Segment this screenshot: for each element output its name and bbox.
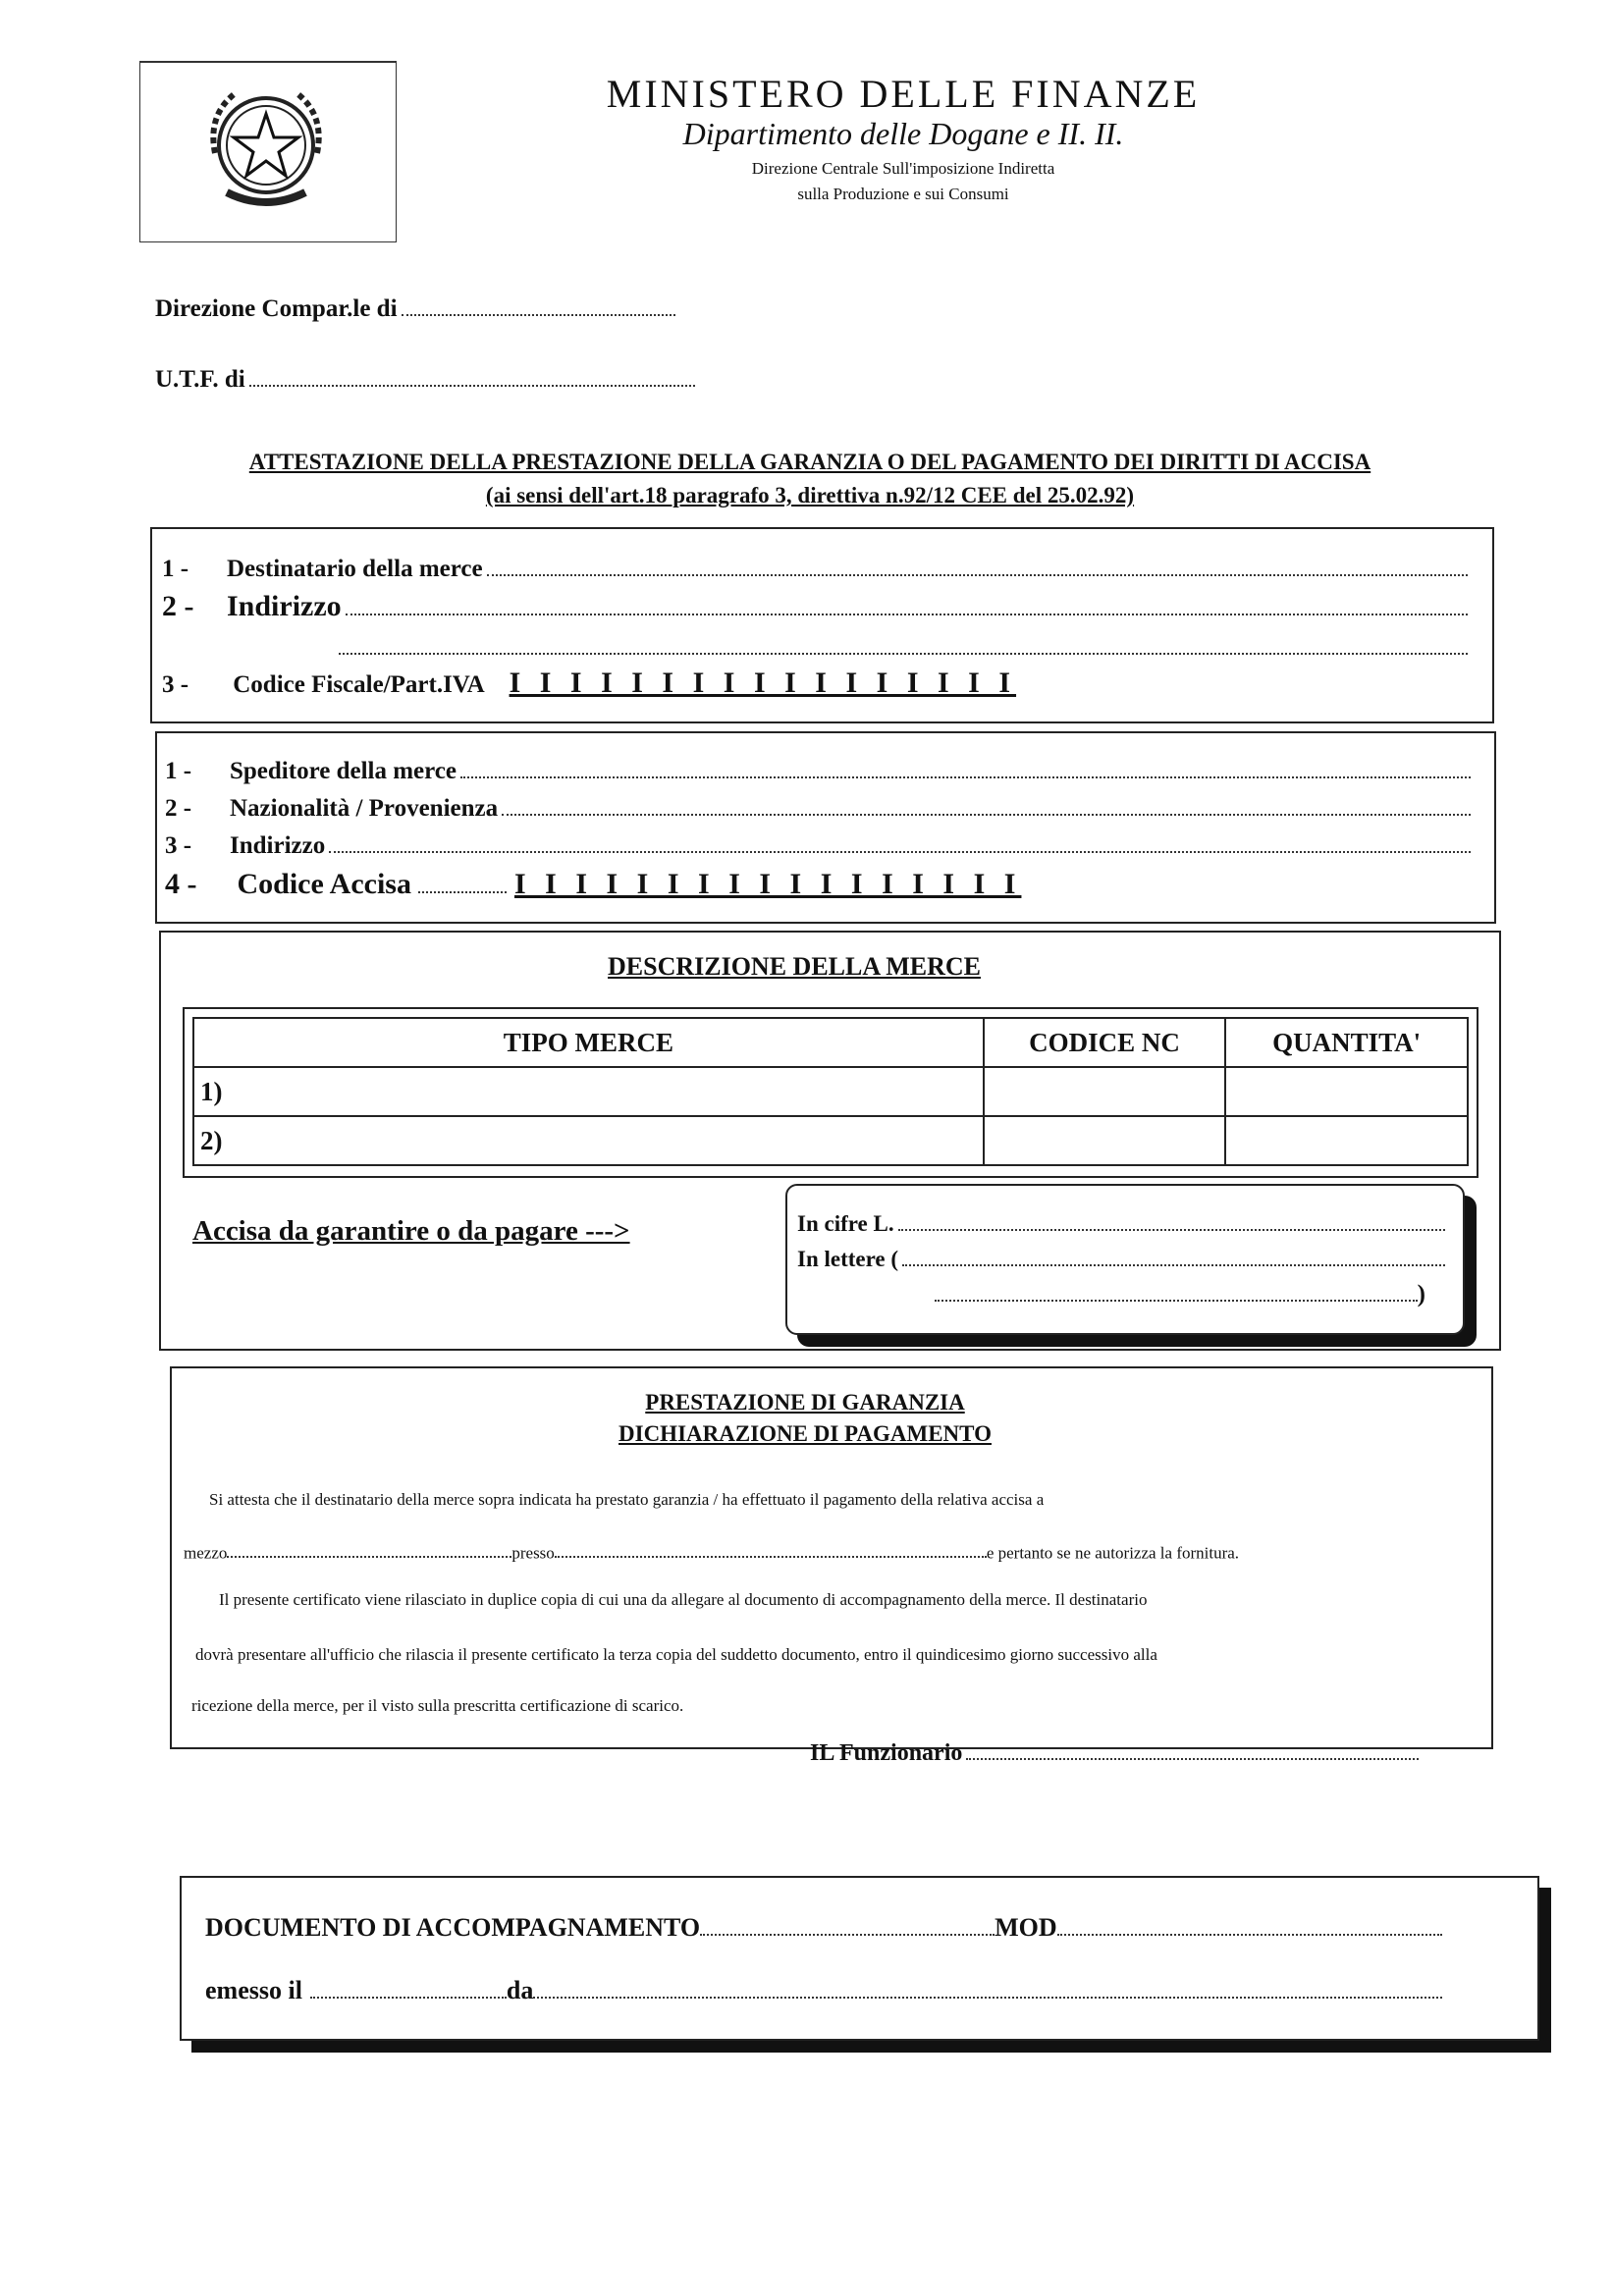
republic-emblem-icon: [197, 75, 335, 222]
direction-line-2: sulla Produzione e sui Consumi: [797, 185, 1009, 203]
mod-label: MOD: [995, 1913, 1057, 1943]
merce-table-frame: [183, 1007, 1479, 1178]
in-lettere-label: In lettere (: [797, 1247, 899, 1272]
in-lettere-field[interactable]: [797, 1247, 1445, 1272]
quantita-cell[interactable]: [1225, 1116, 1468, 1165]
certificato-text-3: ricezione della merce, per il visto sulla prescritta certificazione di scarico.: [191, 1696, 684, 1715]
quantita-cell[interactable]: [1225, 1067, 1468, 1116]
documento-label: DOCUMENTO DI ACCOMPAGNAMENTO: [205, 1913, 701, 1943]
codice-fiscale-cells[interactable]: I I I I I I I I I I I I I I I I I: [509, 667, 1017, 699]
garanzia-heading: PRESTAZIONE DI GARANZIA: [645, 1390, 965, 1415]
row-number: 3 -: [162, 671, 189, 698]
documento-section: [180, 1876, 1539, 2041]
speditore-section: [155, 731, 1496, 924]
row-number: 1 -: [165, 758, 192, 784]
col-tipo-merce: TIPO MERCE: [193, 1018, 984, 1067]
documento-field[interactable]: [205, 1911, 1442, 1943]
in-cifre-field[interactable]: [797, 1211, 1445, 1237]
col-codice-nc: CODICE NC: [984, 1018, 1226, 1067]
destinatario-section: [150, 527, 1494, 723]
certificato-text-2: dovrà presentare all'ufficio che rilascia il presente certificato la terza copia del suddetto documento, entro il quindicesimo giorno successivo alla: [195, 1645, 1157, 1664]
nazionalita-label: Nazionalità / Provenienza: [230, 795, 499, 822]
speditore-label: Speditore della merce: [230, 758, 457, 784]
codice-accisa-label: Codice Accisa: [237, 868, 411, 900]
codice-accisa-field[interactable]: [165, 865, 1471, 901]
codice-accisa-cells[interactable]: I I I I I I I I I I I I I I I I I: [513, 868, 1022, 900]
emesso-field[interactable]: [205, 1974, 1442, 2005]
presso-label: presso: [511, 1543, 555, 1563]
in-cifre-label: In cifre L.: [797, 1211, 894, 1237]
utf-label: U.T.F. di: [155, 366, 245, 393]
form-title: ATTESTAZIONE DELLA PRESTAZIONE DELLA GARANZIA O DEL PAGAMENTO DEI DIRITTI DI ACCISA: [248, 450, 1371, 474]
row-number: 2 -: [162, 590, 194, 622]
speditore-indirizzo-field[interactable]: [165, 831, 1471, 860]
attestazione-text: Si attesta che il destinatario della merce sopra indicata ha prestato garanzia / ha effettuato il pagamento della relativa accisa a: [209, 1490, 1045, 1509]
in-lettere-continuation[interactable]: [935, 1280, 1425, 1308]
speditore-indirizzo-label: Indirizzo: [230, 832, 326, 859]
direction-line-1: Direzione Centrale Sull'imposizione Indiretta: [751, 159, 1055, 178]
row-number: 4 -: [165, 868, 197, 900]
speditore-field[interactable]: [165, 757, 1471, 785]
funzionario-label: IL Funzionario: [810, 1740, 963, 1767]
direzione-field[interactable]: [155, 294, 675, 323]
mezzo-presso-line[interactable]: [184, 1541, 1460, 1563]
garanzia-section: [170, 1366, 1493, 1767]
destinatario-label: Destinatario della merce: [227, 556, 483, 582]
certificato-text-1: Il presente certificato viene rilasciato in duplice copia di cui una da allegare al documento di accompagnamento della merce. Il destinatario: [219, 1590, 1148, 1609]
codice-fiscale-field[interactable]: [162, 667, 1468, 700]
ministry-title: MINISTERO DELLE FINANZE: [606, 72, 1201, 116]
destinatario-field[interactable]: [162, 555, 1468, 583]
direzione-label: Direzione Compar.le di: [155, 295, 398, 322]
mezzo-label: mezzo: [184, 1543, 228, 1563]
row-label: 1): [193, 1067, 984, 1116]
da-label: da: [506, 1976, 534, 2005]
descrizione-heading: DESCRIZIONE DELLA MERCE: [608, 952, 981, 981]
department-title: Dipartimento delle Dogane e II. II.: [682, 116, 1124, 151]
row-number: 1 -: [162, 556, 189, 582]
nazionalita-field[interactable]: [165, 794, 1471, 823]
emesso-label: emesso il: [205, 1976, 302, 2005]
accisa-label: Accisa da garantire o da pagare --->: [192, 1215, 630, 1247]
accisa-amount-box: [785, 1184, 1465, 1335]
row-label: 2): [193, 1116, 984, 1165]
form-subtitle: (ai sensi dell'art.18 paragrafo 3, direttiva n.92/12 CEE del 25.02.92): [485, 483, 1135, 507]
indirizzo-field[interactable]: [162, 590, 1468, 623]
codice-nc-cell[interactable]: [984, 1067, 1226, 1116]
row-number: 3 -: [165, 832, 192, 859]
close-paren: ): [1417, 1281, 1425, 1308]
indirizzo-continuation[interactable]: [339, 633, 1468, 655]
pertanto-text: e pertanto se ne autorizza la fornitura.: [986, 1543, 1240, 1563]
table-row[interactable]: [193, 1067, 1468, 1116]
descrizione-section: [159, 931, 1501, 1351]
table-row[interactable]: [193, 1116, 1468, 1165]
utf-field[interactable]: [155, 365, 695, 394]
pagamento-heading: DICHIARAZIONE DI PAGAMENTO: [618, 1421, 992, 1446]
col-quantita: QUANTITA': [1225, 1018, 1468, 1067]
funzionario-field[interactable]: [810, 1739, 1419, 1767]
codice-nc-cell[interactable]: [984, 1116, 1226, 1165]
indirizzo-label: Indirizzo: [227, 590, 342, 622]
row-number: 2 -: [165, 795, 192, 822]
codice-fiscale-label: Codice Fiscale/Part.IVA: [233, 671, 484, 698]
emblem-frame: [139, 61, 397, 242]
merce-table: [192, 1017, 1469, 1166]
